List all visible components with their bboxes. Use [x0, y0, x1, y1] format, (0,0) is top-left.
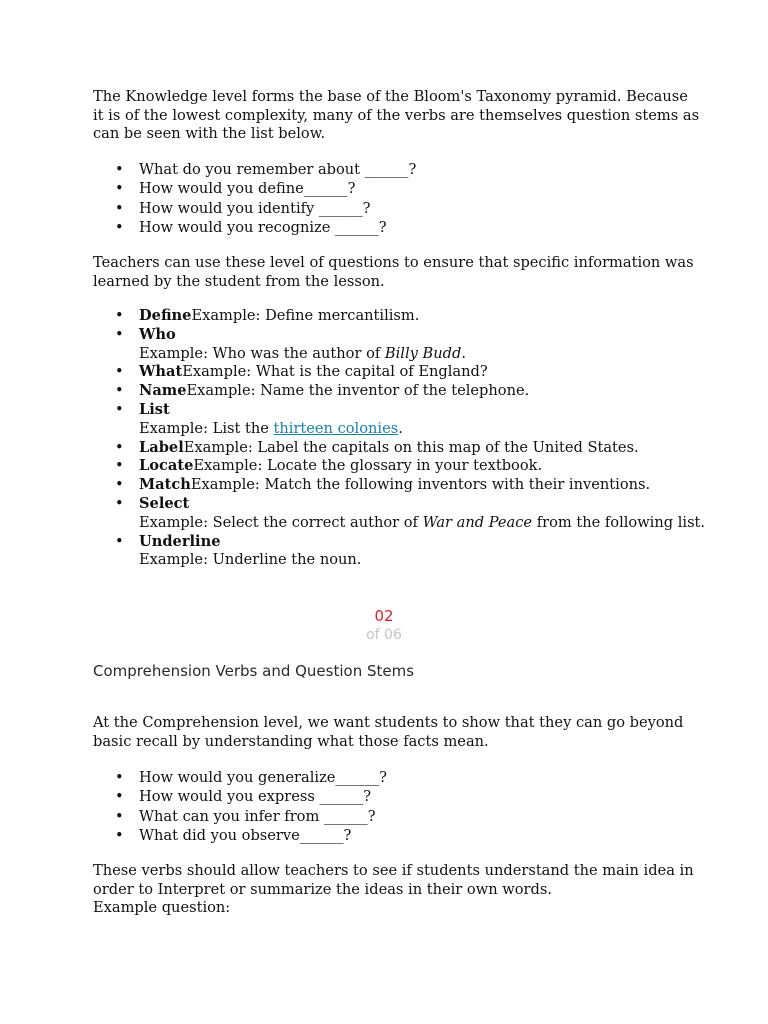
- list-item: • What can you infer from ______?: [93, 807, 713, 826]
- knowledge-verbs-list: [93, 307, 713, 570]
- verb-example: Example: Locate the glossary in your textbook.: [193, 457, 543, 475]
- verb-item-list: [93, 401, 713, 439]
- verb-example: Example: Who was the author of: [139, 344, 385, 362]
- section-heading: Comprehension Verbs and Question Stems: [93, 662, 415, 680]
- verb-item-match: [93, 476, 713, 495]
- verb-example: Example: Match the following inventors with their inventions.: [190, 476, 651, 494]
- verb-example: Example: List the: [139, 419, 274, 437]
- verb-label: List: [139, 400, 170, 418]
- example-question-label: Example question:: [93, 899, 231, 916]
- verb-example-suffix: from the following list.: [532, 513, 706, 531]
- teachers-paragraph: Teachers can use these level of questions to ensure that specific information was learned by the student from the lesson.: [93, 254, 694, 290]
- verb-example: Example: Select the correct author of: [139, 513, 423, 531]
- verb-example: Example: Underline the noun.: [139, 551, 362, 569]
- verb-example: Example: Name the inventor of the telephone.: [186, 382, 530, 400]
- verb-example: Example: Label the capitals on this map of the United States.: [183, 438, 639, 456]
- verb-label: Locate: [139, 457, 194, 475]
- comprehension-paragraph: These verbs should allow teachers to see if students understand the main idea in order to Interpret or summarize the ideas in their own words.: [93, 862, 694, 898]
- verb-example: Example: Define mercantilism.: [191, 307, 420, 324]
- verb-item-define: [93, 307, 713, 326]
- verb-label: Label: [139, 438, 184, 456]
- comprehension-intro: At the Comprehension level, we want students to show that they can go beyond basic recall by understanding what those facts mean.: [93, 714, 684, 750]
- verb-label: Define: [139, 307, 192, 324]
- punctuation: .: [398, 419, 403, 437]
- list-item: • What do you remember about ______?: [93, 160, 713, 179]
- verb-label: Name: [139, 382, 187, 400]
- verb-item-name: [93, 382, 713, 401]
- verb-label: Who: [139, 325, 176, 343]
- verb-label: What: [139, 363, 183, 381]
- slide-counter-total: of 06: [366, 627, 402, 643]
- thirteen-colonies-link[interactable]: thirteen colonies: [273, 419, 399, 437]
- list-item: • How would you express ______?: [93, 787, 713, 806]
- list-item: • How would you generalize______?: [93, 768, 713, 787]
- verb-label: Select: [139, 494, 190, 512]
- comprehension-stems-list: [93, 768, 713, 845]
- slide-counter-current: 02: [374, 607, 394, 625]
- book-title: War and Peace: [422, 513, 533, 531]
- knowledge-intro: The Knowledge level forms the base of the Bloom's Taxonomy pyramid. Because it is of the lowest complexity, many of the verbs are themselves question stems as can be seen with the list below.: [93, 88, 700, 142]
- list-item: • What did you observe______?: [93, 826, 713, 845]
- knowledge-stems-list: [93, 160, 713, 237]
- list-item: • How would you identify ______?: [93, 199, 713, 218]
- verb-label: Underline: [139, 532, 221, 550]
- verb-item-select: [93, 495, 713, 533]
- book-title: Billy Budd: [384, 344, 462, 362]
- verb-label: Match: [139, 476, 191, 494]
- verb-item-label: [93, 439, 713, 458]
- verb-item-who: [93, 326, 713, 364]
- verb-item-underline: [93, 533, 713, 571]
- verb-item-what: [93, 363, 713, 382]
- verb-example: Example: What is the capital of England?: [182, 363, 488, 381]
- list-item: • How would you define______?: [93, 179, 713, 198]
- punctuation: .: [461, 344, 466, 362]
- verb-item-locate: [93, 457, 713, 476]
- list-item: • How would you recognize ______?: [93, 218, 713, 237]
